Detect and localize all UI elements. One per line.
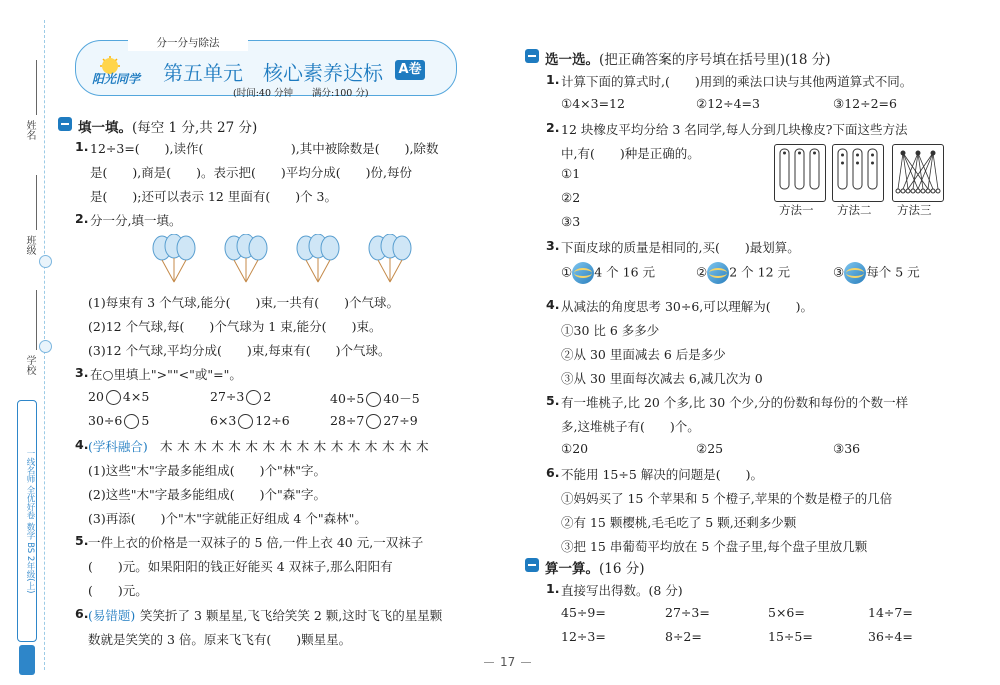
- compare-right: 5: [141, 413, 150, 428]
- compare-right: 12÷6: [255, 413, 290, 428]
- method-label: 方法二: [837, 203, 872, 217]
- q5-number: 5.: [75, 533, 89, 548]
- ball-icon: [844, 262, 866, 284]
- q5-line: ( )元。: [88, 583, 148, 598]
- q4-tag: (学科融合): [88, 439, 148, 454]
- r2-line: 中,有( )种是正确的。: [561, 146, 700, 161]
- binding-hole: [39, 340, 52, 353]
- q2-line: (3)12 个气球,平均分成( )束,每束有( )个气球。: [88, 343, 391, 358]
- option: ①30 比 6 多多少: [561, 323, 660, 338]
- q5-line: ( )元。如果阳阳的钱正好能买 4 双袜子,那么阳阳有: [88, 559, 393, 574]
- section-3-note: (16 分): [599, 561, 645, 577]
- r4-number: 4.: [546, 297, 560, 312]
- q2-text: 分一分,填一填。: [90, 213, 182, 228]
- compare-row: [88, 413, 149, 429]
- method-1-diagram: [774, 144, 826, 202]
- calc-item[interactable]: 36÷4=: [868, 629, 913, 644]
- r2-line: 12 块橡皮平均分给 3 名同学,每人分到几块橡皮?下面这些方法: [561, 122, 908, 137]
- school-label: 学校: [24, 355, 35, 375]
- q5-line: 一件上衣的价格是一双袜子的 5 倍,一件上衣 40 元,一双袜子: [88, 535, 424, 550]
- option: ①20: [561, 441, 589, 456]
- page-number-text: 17: [500, 655, 516, 669]
- q6-number: 6.: [75, 606, 89, 621]
- compare-blank[interactable]: [246, 390, 261, 405]
- balloon-bunch-icon: [369, 234, 411, 282]
- c1-text: 直接写出得数。(8 分): [561, 583, 683, 598]
- q4-line: (2)这些"木"字最多能组成( )个"森"字。: [88, 487, 326, 502]
- compare-left: 20: [88, 389, 104, 404]
- calc-item[interactable]: 14÷7=: [868, 605, 913, 620]
- balloon-bunch-icon: [297, 234, 339, 282]
- compare-row: [88, 389, 149, 405]
- q2-line: (1)每束有 3 个气球,能分( )束,一共有( )个气球。: [88, 295, 400, 310]
- ball-option: [696, 262, 790, 284]
- section-2-note: (把正确答案的序号填在括号里)(18 分): [599, 52, 831, 68]
- calc-item[interactable]: 12÷3=: [561, 629, 606, 644]
- option: ③从 30 里面每次减去 6,减几次为 0: [561, 371, 763, 386]
- section-icon: [525, 558, 539, 572]
- compare-row: [330, 389, 420, 407]
- section-icon: [525, 49, 539, 63]
- r4-text: 从减法的角度思考 30÷6,可以理解为( )。: [561, 299, 814, 314]
- option: ②从 30 里面减去 6 后是多少: [561, 347, 726, 362]
- compare-right: 40－5: [383, 391, 420, 406]
- logo-text: 阳光同学: [92, 72, 141, 86]
- ball-option: [561, 262, 655, 284]
- compare-row: [210, 389, 271, 405]
- compare-blank[interactable]: [366, 392, 381, 407]
- q1-line: 12÷3=( ),读作( ),其中被除数是( ),除数: [90, 141, 439, 156]
- balloon-bunch-icon: [153, 234, 195, 282]
- ball-option: [833, 262, 920, 284]
- class-blank[interactable]: [36, 175, 37, 230]
- compare-right: 27÷9: [383, 413, 418, 428]
- method-3-diagram: [892, 144, 944, 202]
- method-label: 方法三: [897, 203, 932, 217]
- option: ①妈妈买了 15 个苹果和 5 个橙子,苹果的个数是橙子的几倍: [561, 491, 893, 506]
- calc-item[interactable]: 8÷2=: [665, 629, 702, 644]
- compare-right: 2: [263, 389, 272, 404]
- compare-right: 4×5: [122, 389, 150, 404]
- calc-item[interactable]: 15÷5=: [768, 629, 813, 644]
- r5-number: 5.: [546, 393, 560, 408]
- option-mark: ①: [561, 264, 573, 280]
- option: ①1: [561, 166, 581, 181]
- r3-number: 3.: [546, 238, 560, 253]
- section-icon: [58, 117, 72, 131]
- calc-item[interactable]: 27÷3=: [665, 605, 710, 620]
- option: ②2: [561, 190, 581, 205]
- option-text: 每个 5 元: [866, 264, 920, 280]
- q2-number: 2.: [75, 211, 89, 226]
- option: ③3: [561, 214, 581, 229]
- q1-line: 是( );还可以表示 12 里面有( )个 3。: [90, 189, 337, 204]
- q1-number: 1.: [75, 139, 89, 154]
- section-1-title: 填一填。: [78, 120, 132, 136]
- option: ②有 15 颗樱桃,毛毛吃了 5 颗,还剩多少颗: [561, 515, 797, 530]
- page-title: 第五单元 核心素养达标: [163, 61, 383, 85]
- section-1-note: (每空 1 分,共 27 分): [132, 120, 258, 136]
- spine-logo-icon: [19, 645, 35, 675]
- compare-blank[interactable]: [366, 414, 381, 429]
- name-label: 姓名: [24, 120, 35, 140]
- compare-row: [210, 413, 290, 429]
- q2-line: (2)12 个气球,每( )个气球为 1 束,能分( )束。: [88, 319, 382, 334]
- compare-blank[interactable]: [238, 414, 253, 429]
- balloon-bunch-icon: [225, 234, 267, 282]
- page-number: [478, 655, 537, 669]
- option: ②25: [696, 441, 724, 456]
- option: ①4×3=12: [561, 96, 625, 111]
- q3-text: 在○里填上">""<"或"="。: [90, 367, 242, 382]
- method-label: 方法一: [779, 203, 814, 217]
- compare-left: 6×3: [210, 413, 237, 428]
- spine-label: [17, 400, 37, 642]
- ball-icon: [572, 262, 594, 284]
- q6-tag: (易错题): [88, 608, 136, 623]
- section-3-title: 算一算。: [545, 561, 599, 577]
- compare-left: 27÷3: [210, 389, 245, 404]
- c1-number: 1.: [546, 581, 560, 596]
- r6-number: 6.: [546, 465, 560, 480]
- option-text: 2 个 12 元: [729, 264, 790, 280]
- compare-blank[interactable]: [106, 390, 121, 405]
- q4-line: (3)再添( )个"木"字就能正好组成 4 个"森林"。: [88, 511, 367, 526]
- compare-row: [330, 413, 418, 429]
- method-2-diagram: [832, 144, 884, 202]
- calc-item[interactable]: 5×6=: [768, 605, 805, 620]
- option-mark: ③: [833, 264, 845, 280]
- option: ③12÷2=6: [833, 96, 897, 111]
- exam-info: (时间:40 分钟 满分:100 分): [233, 88, 369, 99]
- r1-text: 计算下面的算式时,( )用到的乘法口诀与其他两道算式不同。: [561, 74, 913, 89]
- chapter-tab: 分一分与除法: [128, 35, 248, 51]
- option-text: 4 个 16 元: [594, 264, 655, 280]
- option: ②12÷4=3: [696, 96, 760, 111]
- calc-item[interactable]: 45÷9=: [561, 605, 606, 620]
- name-blank[interactable]: [36, 60, 37, 115]
- compare-left: 30÷6: [88, 413, 123, 428]
- option: ③把 15 串葡萄平均放在 5 个盘子里,每个盘子里放几颗: [561, 539, 868, 554]
- option-mark: ②: [696, 264, 708, 280]
- balloon-bunches: [150, 234, 430, 290]
- q4-line: (1)这些"木"字最多能组成( )个"林"字。: [88, 463, 326, 478]
- r5-line: 有一堆桃子,比 20 个多,比 30 个少,分的份数和每份的个数一样: [561, 395, 909, 410]
- q4-number: 4.: [75, 437, 89, 452]
- section-2-header: [545, 48, 831, 68]
- section-2-title: 选一选。: [545, 52, 599, 68]
- spine-text: 一线名师 全优好卷 数学 BS 2年级(上): [25, 448, 35, 594]
- school-blank[interactable]: [36, 290, 37, 350]
- option: ③36: [833, 441, 861, 456]
- r3-text: 下面皮球的质量是相同的,买( )最划算。: [561, 240, 800, 255]
- compare-blank[interactable]: [124, 414, 139, 429]
- class-label: 班级: [24, 235, 35, 255]
- r2-number: 2.: [546, 120, 560, 135]
- q6-line: 数就是笑笑的 3 倍。原来飞飞有( )颗星星。: [88, 632, 352, 647]
- r5-line: 多,这堆桃子有( )个。: [561, 419, 700, 434]
- q1-line: 是( ),商是( )。表示把( )平均分成( )份,每份: [90, 165, 412, 180]
- compare-left: 28÷7: [330, 413, 365, 428]
- paper-badge: A卷: [395, 60, 425, 80]
- ball-icon: [707, 262, 729, 284]
- q6-line: 笑笑折了 3 颗星星,飞飞给笑笑 2 颗,这时飞飞的星星颗: [140, 608, 443, 623]
- section-1-header: [78, 116, 257, 136]
- q4-trees: 木 木 木 木 木 木 木 木 木 木 木 木 木 木 木 木: [160, 439, 429, 454]
- section-3-header: [545, 557, 645, 577]
- q3-number: 3.: [75, 365, 89, 380]
- binding-hole: [39, 255, 52, 268]
- r1-number: 1.: [546, 72, 560, 87]
- r6-text: 不能用 15÷5 解决的问题是( )。: [561, 467, 764, 482]
- compare-left: 40÷5: [330, 391, 365, 406]
